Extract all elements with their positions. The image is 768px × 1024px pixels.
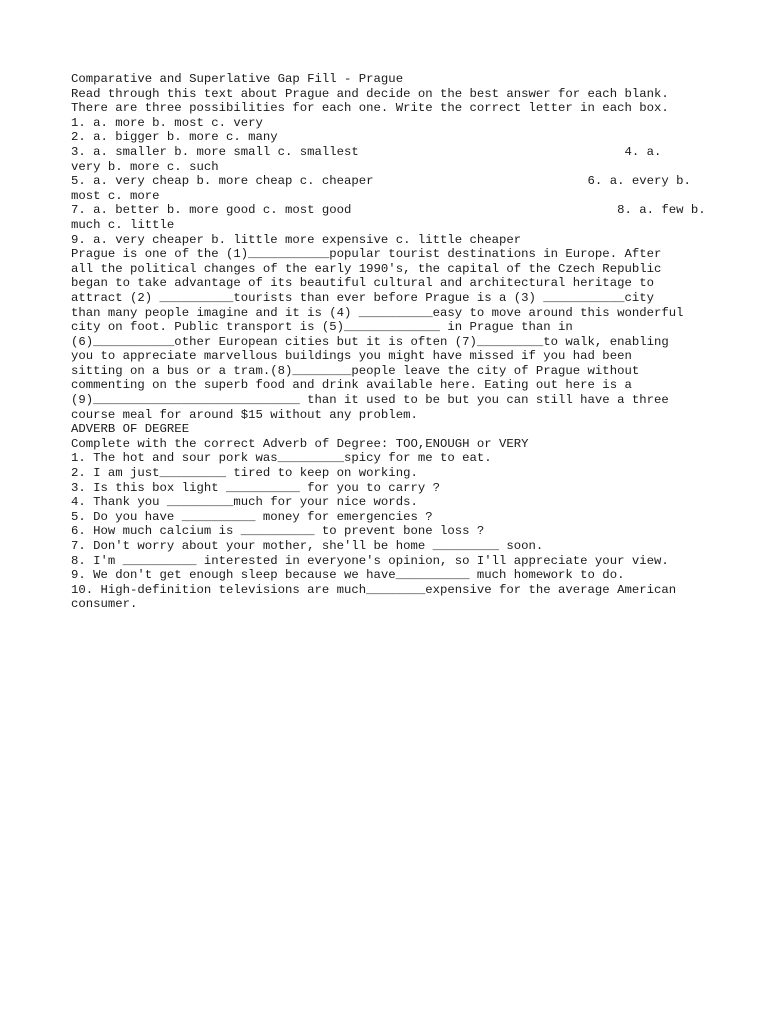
section-instructions: Complete with the correct Adverb of Degree: TOO,ENOUGH or VERY — [71, 436, 529, 451]
instructions-line: Read through this text about Prague and decide on the best answer for each blank. — [71, 86, 669, 101]
exercise-item: 2. I am just_________ tired to keep on working. — [71, 466, 418, 481]
passage-line: attract (2) __________tourists than ever before Prague is a (3) ___________city — [71, 290, 654, 305]
exercise-item: 9. We don't get enough sleep because we have__________ much homework to do. — [71, 568, 625, 583]
worksheet-title: Comparative and Superlative Gap Fill - Prague — [71, 72, 404, 86]
passage-line: began to take advantage of its beautiful cultural and architectural heritage to — [71, 276, 654, 291]
passage-line: all the political changes of the early 1990's, the capital of the Czech Republic — [71, 261, 662, 276]
exercise-item: 6. How much calcium is __________ to prevent bone loss ? — [71, 524, 485, 539]
exercise-item: 5. Do you have __________ money for emergencies ? — [71, 509, 433, 524]
exercise-item: 3. Is this box light __________ for you to carry ? — [71, 480, 440, 495]
option-line: 9. a. very cheaper b. little more expensive c. little cheaper — [71, 232, 522, 247]
document-page — [71, 72, 711, 612]
instructions-line: There are three possibilities for each one. Write the correct letter in each box. — [71, 101, 669, 116]
passage-line: you to appreciate marvellous buildings you might have missed if you had been — [71, 349, 632, 364]
option-line: 3. a. smaller b. more small c. smallest 4. a. — [71, 144, 662, 159]
passage-line: (9)____________________________ than it used to be but you can still have a three — [71, 393, 669, 408]
exercise-item: 4. Thank you _________much for your nice words. — [71, 495, 418, 510]
option-line: most c. more — [71, 188, 160, 203]
section-heading: ADVERB OF DEGREE — [71, 422, 190, 437]
passage-line: course meal for around $15 without any problem. — [71, 407, 418, 422]
exercise-item: 7. Don't worry about your mother, she'll be home _________ soon. — [71, 539, 544, 553]
exercise-item: consumer. — [71, 597, 138, 612]
passage-line: city on foot. Public transport is (5)_____________ in Prague than in — [71, 320, 573, 335]
passage-line: commenting on the superb food and drink available here. Eating out here is a — [71, 378, 632, 393]
passage-line: Prague is one of the (1)___________popular tourist destinations in Europe. After — [71, 247, 662, 262]
exercise-item: 8. I'm __________ interested in everyone's opinion, so I'll appreciate your view. — [71, 553, 669, 568]
passage-line: (6)___________other European cities but it is often (7)_________to walk, enabling — [71, 334, 669, 349]
passage-line: sitting on a bus or a tram.(8)________people leave the city of Prague without — [71, 363, 640, 378]
passage-line: than many people imagine and it is (4) __________easy to move around this wonderful — [71, 305, 684, 320]
exercise-item: 10. High-definition televisions are much________expensive for the average American — [71, 582, 677, 597]
option-line: 2. a. bigger b. more c. many — [71, 130, 278, 145]
option-line: very b. more c. such — [71, 159, 219, 174]
option-line: 5. a. very cheap b. more cheap c. cheaper 6. a. every b. — [71, 174, 691, 189]
option-line: much c. little — [71, 217, 175, 232]
exercise-item: 1. The hot and sour pork was_________spicy for me to eat. — [71, 451, 492, 466]
option-line: 7. a. better b. more good c. most good 8. a. few b. — [71, 203, 706, 218]
option-line: 1. a. more b. most c. very — [71, 115, 263, 130]
